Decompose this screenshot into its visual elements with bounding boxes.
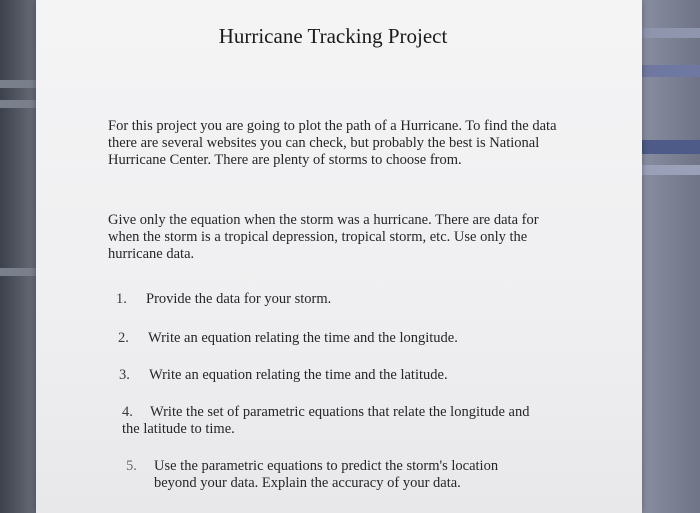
instructions-paragraph: Give only the equation when the storm was a hurricane. There are data for when the storm is a tropical depression, tropical storm, etc. Use only the hurricane data. (108, 212, 539, 263)
list-item (126, 458, 546, 492)
background-right-strip (640, 28, 700, 38)
background-left-strip (0, 268, 38, 276)
background-right-strip (640, 65, 700, 77)
list-item (116, 291, 556, 308)
document-page (36, 0, 642, 513)
list-item (118, 330, 558, 347)
list-item-text: Provide the data for your storm. (146, 291, 332, 307)
list-item (119, 367, 559, 384)
list-item-number: 2. (118, 330, 129, 346)
list-item-text: Use the parametric equations to predict the storm's location beyond your data. Explain the accuracy of your data. (154, 458, 499, 492)
list-item-number: 5. (126, 458, 137, 474)
list-item (122, 404, 542, 438)
background-right-strip (640, 140, 700, 154)
background-right-strip (640, 165, 700, 175)
document-title: Hurricane Tracking Project (218, 24, 448, 48)
list-item-text: Write an equation relating the time and the latitude. (149, 367, 448, 383)
list-item-text: Write an equation relating the time and the longitude. (148, 330, 458, 346)
background-left-strip (0, 100, 38, 108)
list-item-number: 1. (116, 291, 127, 307)
list-item-number: 3. (119, 367, 130, 383)
background-left-edge (0, 0, 40, 513)
list-item-number: 4. (122, 404, 133, 420)
background-left-strip (0, 80, 38, 88)
list-item-text: Write the set of parametric equations that relate the longitude and the latitude to time. (122, 404, 530, 438)
intro-paragraph: For this project you are going to plot the path of a Hurricane. To find the data there are several websites you can check, but probably the best is National Hurricane Center. There are plenty of storms to choose from. (108, 118, 557, 169)
